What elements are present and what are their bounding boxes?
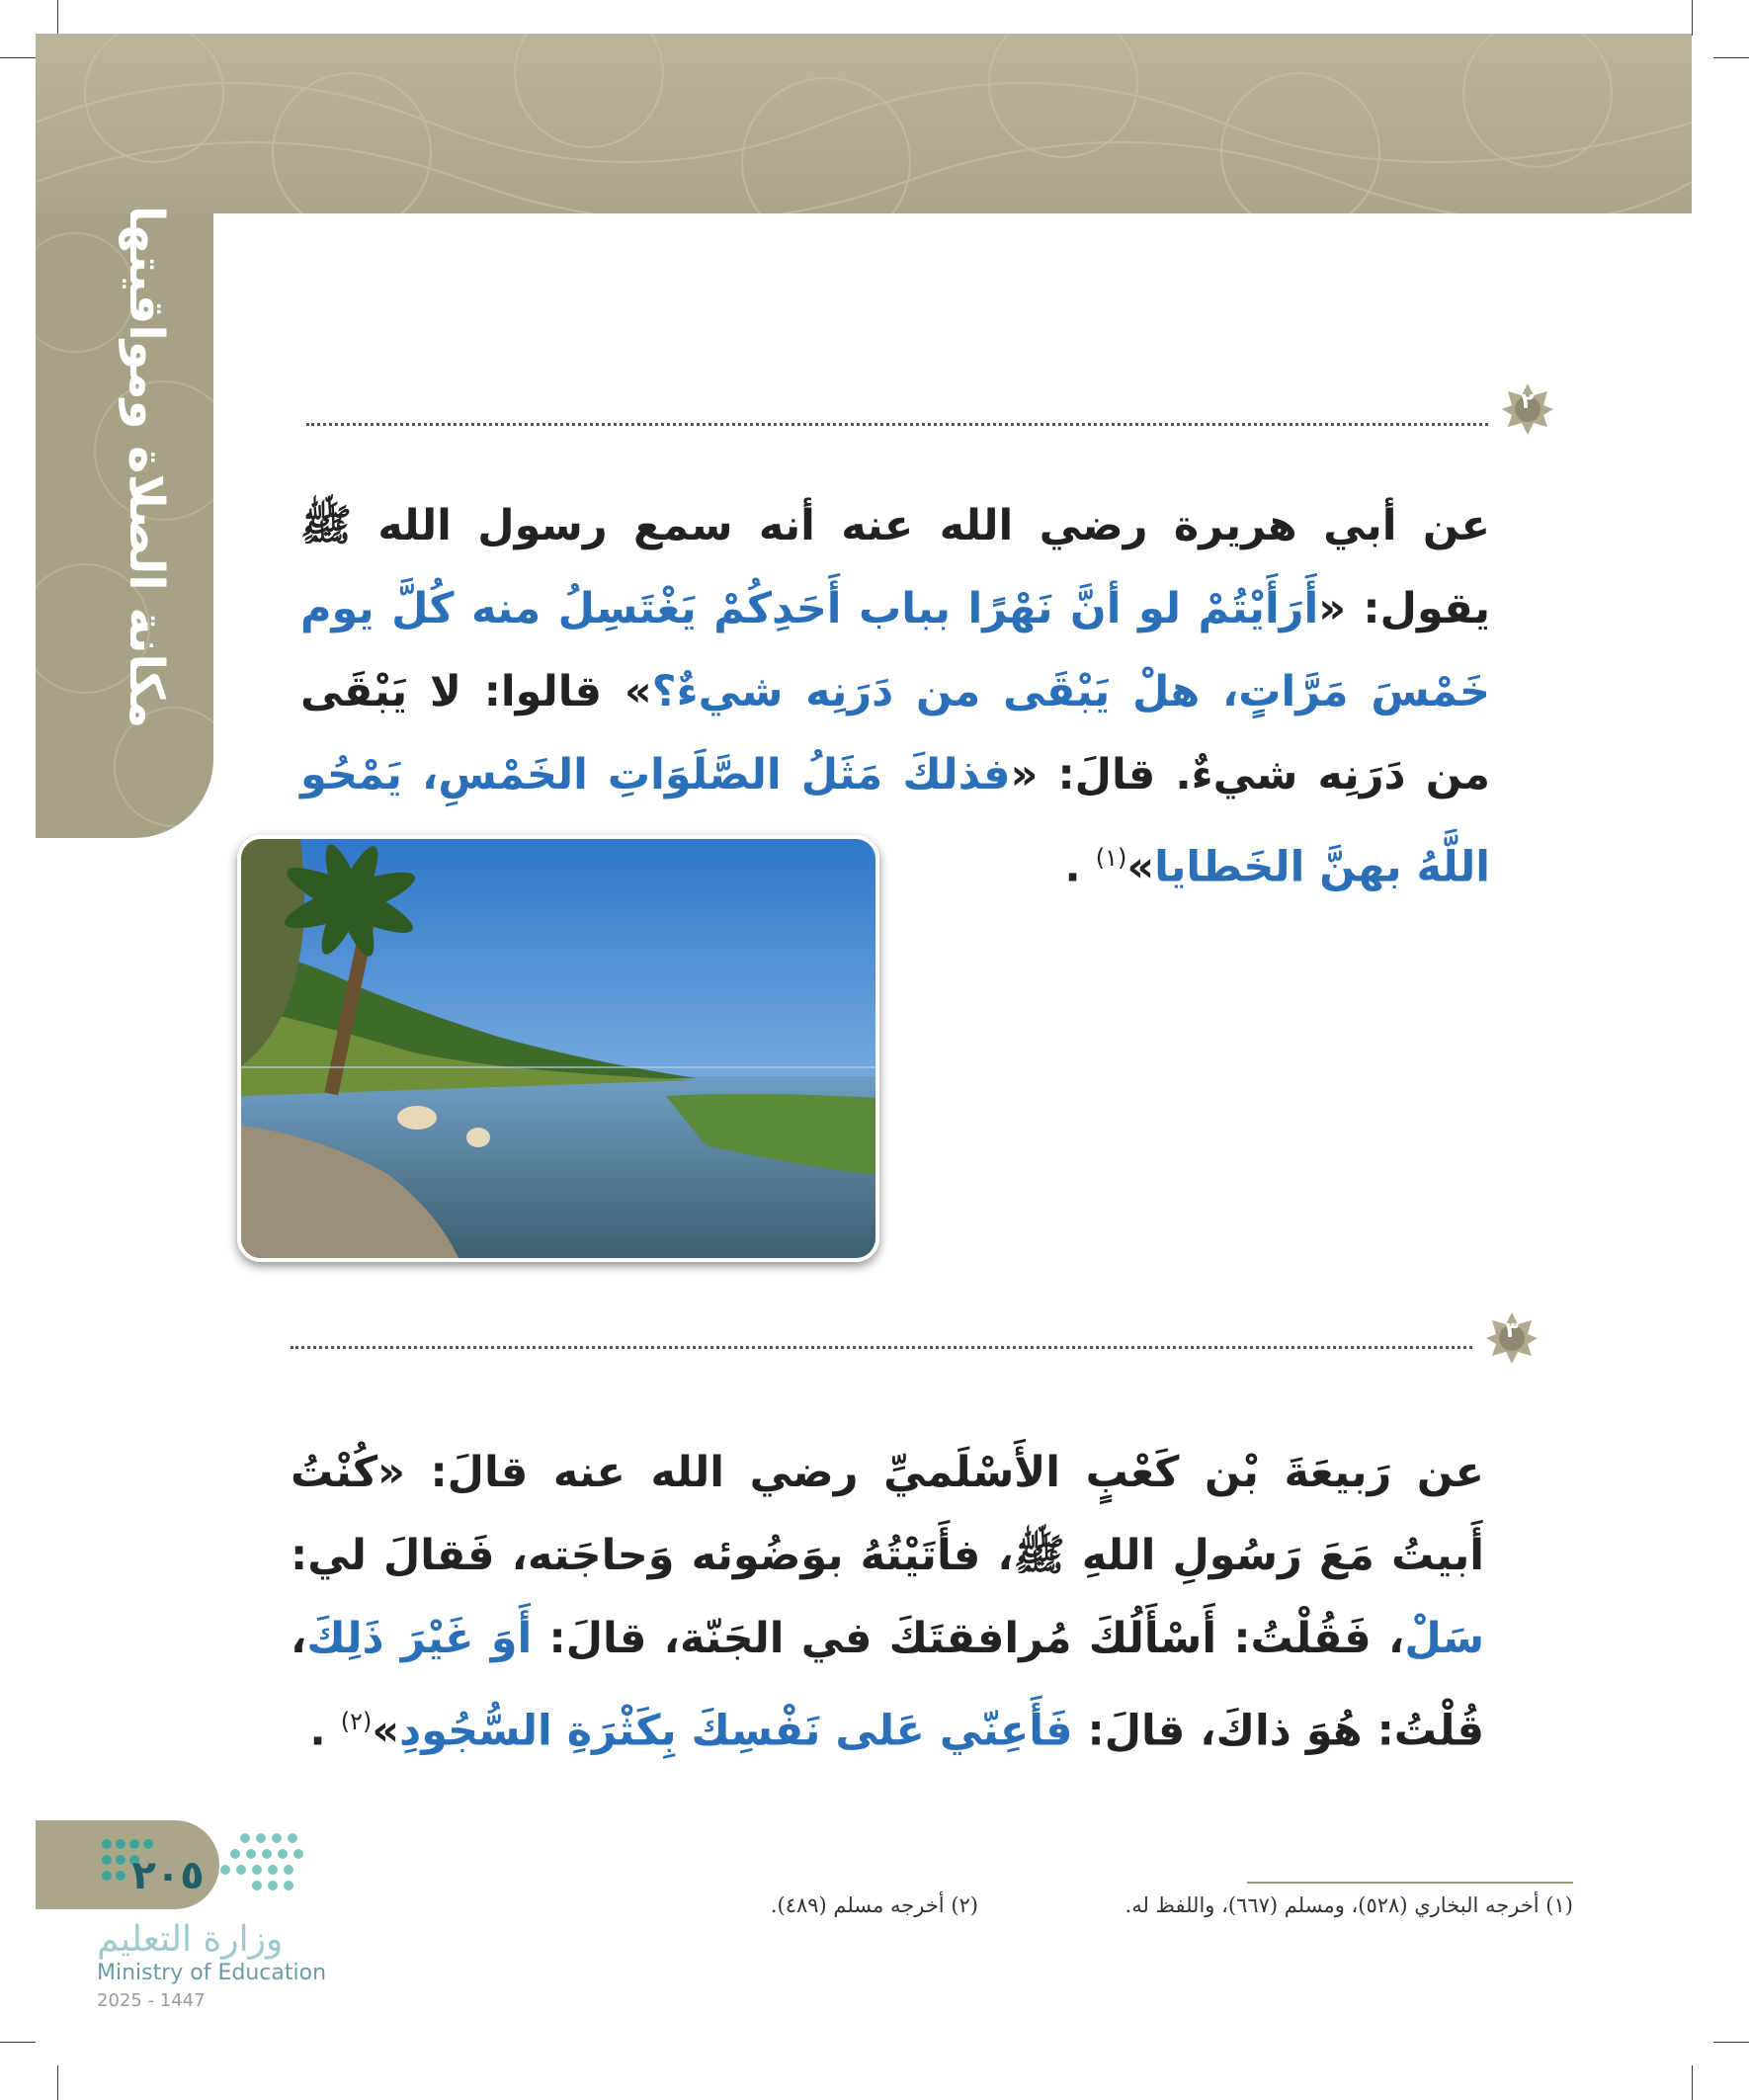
chapter-title: مكانة الصلاة ومواقيتها <box>119 206 174 729</box>
header-band <box>36 34 1692 213</box>
crop-mark <box>0 57 36 58</box>
hadith-text: ، قُلْتُ: هُوَ ذاكَ، قالَ: <box>291 1614 1484 1756</box>
pattern-decoration <box>36 34 1692 213</box>
crop-mark <box>0 2042 36 2043</box>
hadith-3-text <box>291 1431 1484 1772</box>
dotted-divider <box>291 1346 1472 1349</box>
ministry-name-arabic: وزارة التعليم <box>97 1919 284 1960</box>
quote-close: » <box>372 1706 400 1756</box>
crop-mark <box>57 2065 58 2100</box>
prophet-quote: فذلكَ مَثَلُ الصَّلَوَاتِ الخَمْسِ، يَمْحُو اللَّهُ بهنَّ الخَطايا <box>300 750 1490 892</box>
hadith-number-marker <box>1500 381 1555 437</box>
full-stop: . <box>309 1706 326 1756</box>
footnote-1: (١) أخرجه البخاري (٥٢٨)، ومسلم (٦٦٧)، واللفظ له. <box>1124 1893 1573 1917</box>
hadith-number-marker <box>1484 1310 1540 1366</box>
hadith-text: ، فَقُلْتُ: أَسْأَلُكَ مُرافقتَكَ في الجَنّة، قالَ: <box>532 1614 1405 1663</box>
prophet-quote: أَرَأَيْتُمْ لو أنَّ نَهْرًا بباب أَحَدِكُمْ يَغْتَسِلُ منه كُلَّ يوم خَمْسَ مَرَّاتٍ، هلْ يَبْقَى من دَرَنِه شيءٌ؟ <box>300 584 1490 716</box>
full-stop: . <box>1064 842 1081 892</box>
hadith-text: عن رَبيعَةَ بْن كَعْبٍ الأَسْلَميِّ رضي الله عنه قالَ: «كُنْتُ أَبيتُ مَعَ رَسُولِ اللهِ ﷺ، فأَتَيْتُهُ بوَضُوئه وَحاجَته، فَقالَ لي: <box>291 1448 1484 1580</box>
river-landscape-image <box>241 839 875 1258</box>
crop-mark <box>57 0 58 36</box>
river-photo <box>237 835 879 1262</box>
hadith-intro: عن أبي هريرة رضي الله عنه أنه سمع رسول الله ﷺ يقول: « <box>300 501 1490 633</box>
crop-mark <box>1692 2065 1693 2100</box>
quote-close: » <box>1126 842 1155 892</box>
ministry-name-english: Ministry of Education <box>97 1961 327 1985</box>
dotted-divider <box>306 423 1488 426</box>
footnote-2: (٢) أخرجه مسلم (٤٨٩). <box>770 1893 978 1917</box>
crop-mark <box>1713 57 1749 58</box>
prophet-quote: سَلْ <box>1404 1614 1484 1663</box>
hadith-text: » قالوا: لا يَبْقَى من دَرَنِه شيءٌ. قالَ: « <box>300 667 1491 799</box>
page-number: ٢٠٥ <box>131 1853 205 1898</box>
prophet-quote: فَأَعِنّي عَلى نَفْسِكَ بِكَثْرَةِ السُّجُودِ <box>399 1706 1073 1756</box>
hadith-number: ٢ <box>1521 389 1535 414</box>
footnote-ref: (٢) <box>340 1708 373 1735</box>
prophet-quote: أَوَ غَيْرَ ذَلِكَ <box>306 1614 533 1663</box>
crop-mark <box>1713 2042 1749 2043</box>
footnote-rule <box>1247 1882 1573 1884</box>
footnote-ref: (١) <box>1095 844 1127 872</box>
edition-year: 2025 - 1447 <box>97 1990 206 2011</box>
hadith-number: ٣ <box>1505 1318 1519 1343</box>
crop-mark <box>1692 0 1693 36</box>
